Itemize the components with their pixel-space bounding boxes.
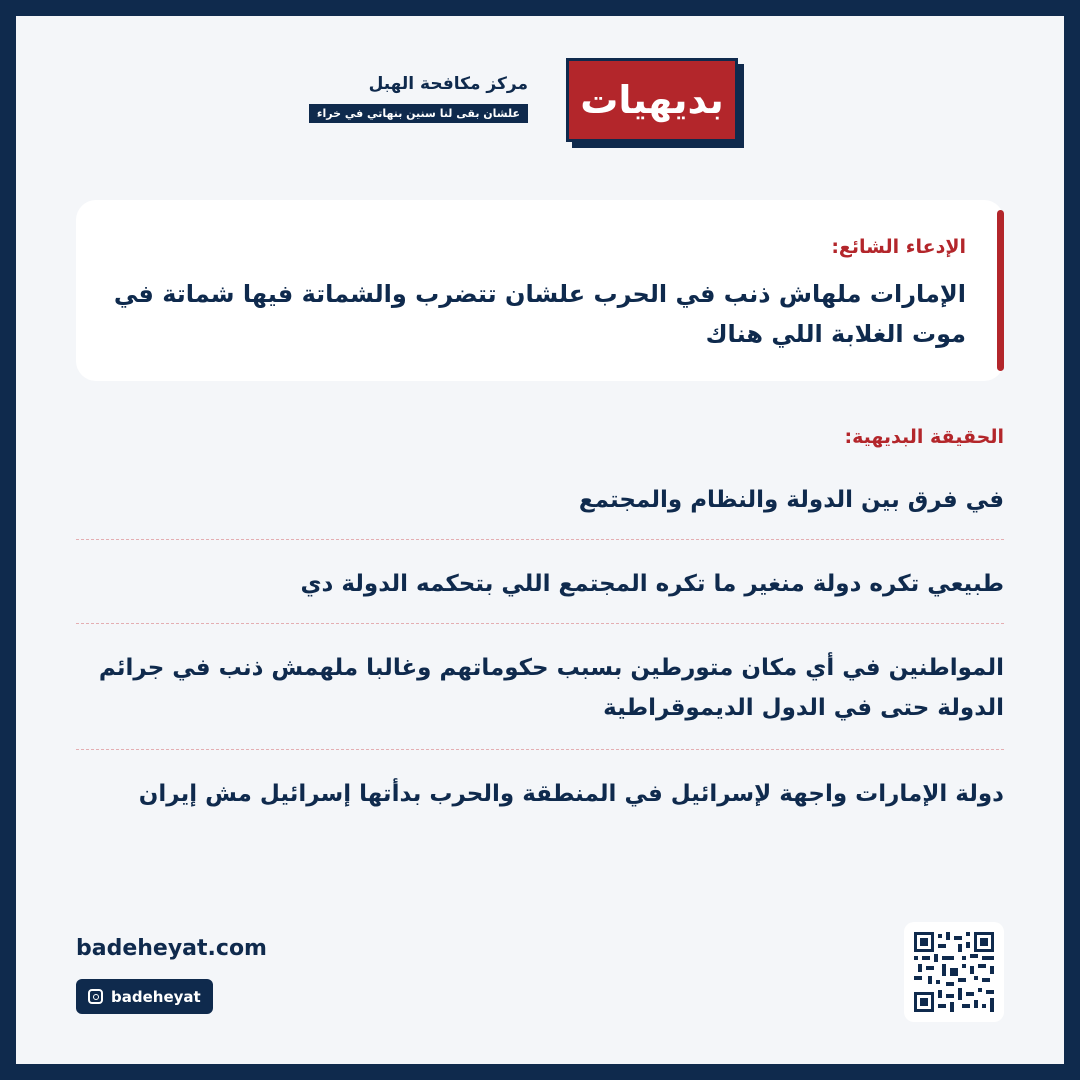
claim-card: [76, 200, 1004, 381]
logo-text: بديهيات: [580, 78, 724, 122]
org-tagline: علشان بقى لنا سنين بنهاتي في خراء: [309, 104, 528, 123]
truth-list: [76, 470, 1004, 834]
truth-item: المواطنين في أي مكان متورطين بسبب حكوماتهم وغالبا ملهمش ذنب في جرائم الدولة حتى في الدول الديموقراطية: [76, 624, 1004, 750]
org-name: مركز مكافحة الهبل: [368, 74, 528, 94]
claim-text: الإمارات ملهاش ذنب في الحرب علشان تتضرب والشماتة فيها شماتة في موت الغلابة اللي هناك: [113, 280, 966, 348]
claim-accent-bar: [997, 210, 1004, 371]
truth-label: الحقيقة البديهية:: [844, 426, 1004, 448]
instagram-badge[interactable]: [76, 979, 213, 1014]
brand-logo: [566, 58, 738, 142]
qr-code: [914, 932, 994, 1012]
instagram-handle: badeheyat: [111, 987, 201, 1006]
truth-item: طبيعي تكره دولة منغير ما تكره المجتمع اللي بتحكمه الدولة دي: [76, 540, 1004, 624]
truth-item: في فرق بين الدولة والنظام والمجتمع: [76, 470, 1004, 540]
claim-label: الإدعاء الشائع:: [831, 236, 966, 258]
truth-item: دولة الإمارات واجهة لإسرائيل في المنطقة والحرب بدأتها إسرائيل مش إيران: [138, 781, 1004, 807]
qr-code-card[interactable]: [904, 922, 1004, 1022]
instagram-icon: [88, 989, 103, 1004]
website-link[interactable]: badeheyat.com: [76, 936, 267, 961]
